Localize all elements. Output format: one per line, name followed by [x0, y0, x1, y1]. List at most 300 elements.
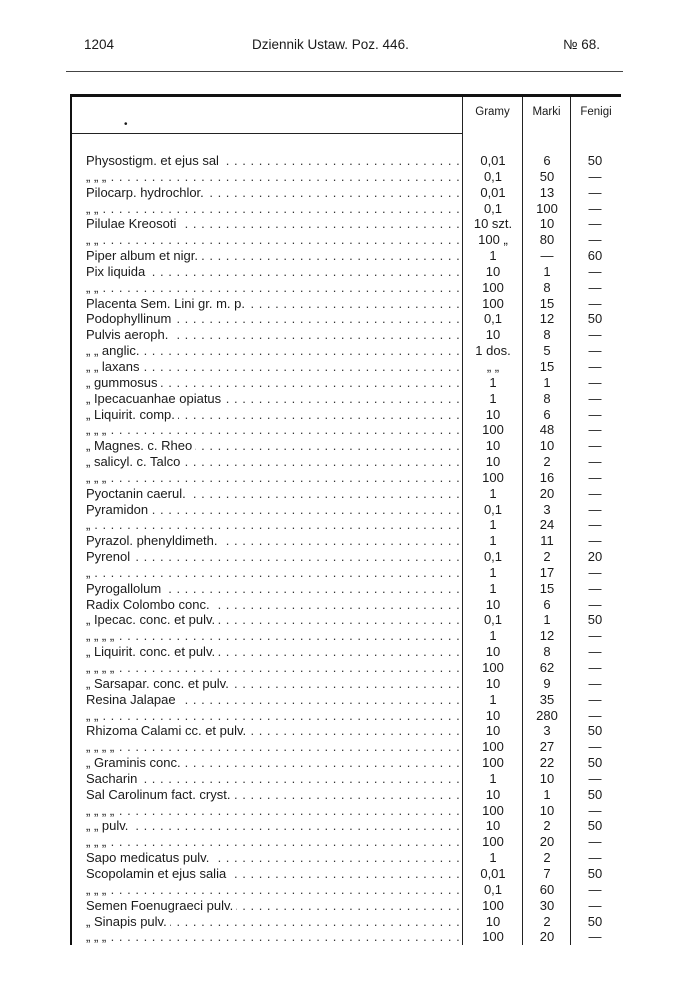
grams-cell: 1 [489, 533, 497, 549]
table-row [72, 549, 623, 565]
table-row [72, 280, 623, 296]
row-label: „ „ „ [86, 882, 109, 897]
row-label: Sal Carolinum fact. cryst. [86, 787, 234, 802]
table-row [72, 296, 623, 312]
row-label: „ salicyl. c. Talco [86, 454, 183, 469]
pfennig-cell: — [588, 279, 602, 295]
table-row [72, 407, 623, 423]
pfennig-cell: — [588, 850, 602, 866]
pfennig-cell: — [588, 739, 602, 755]
grams-cell: 0,1 [483, 168, 503, 184]
table-row [72, 771, 623, 787]
marks-cell: 1 [543, 374, 551, 390]
marks-cell: 17 [539, 564, 555, 580]
marks-cell: 1 [543, 612, 551, 628]
row-label: Radix Colombo conc. [86, 597, 213, 612]
row-label: „ „ [86, 232, 101, 247]
row-name [86, 882, 460, 898]
row-name [86, 929, 460, 945]
table-row [72, 438, 623, 454]
row-label: „ [86, 565, 93, 580]
grams-cell: 10 [485, 818, 501, 834]
marks-cell: 15 [539, 358, 555, 374]
row-label: „ Magnes. c. Rheo [86, 438, 195, 453]
marks-cell: 10 [539, 802, 555, 818]
page-number: 1204 [84, 37, 115, 52]
row-name [86, 343, 460, 359]
table-row [72, 264, 623, 280]
grams-cell: 1 [489, 580, 497, 596]
marks-cell: 24 [539, 517, 555, 533]
row-name [86, 644, 460, 660]
grams-cell: 10 szt. [473, 216, 513, 232]
pfennig-cell: — [588, 295, 602, 311]
price-table [70, 97, 623, 945]
row-label: Pyrazol. phenyldimeth. [86, 533, 221, 548]
row-name [86, 739, 460, 755]
grams-cell: 1 [489, 248, 497, 264]
row-name [86, 692, 460, 708]
marks-cell: 11 [540, 533, 554, 549]
marks-cell: 2 [543, 454, 551, 470]
row-label: Sacharin [86, 771, 140, 786]
table-row [72, 866, 623, 882]
grams-cell: 1 [489, 850, 497, 866]
table-row [72, 375, 623, 391]
pfennig-cell: — [588, 660, 602, 675]
pfennig-cell: 50 [587, 786, 603, 802]
mark: • [124, 119, 128, 130]
grams-cell: 100 [482, 802, 504, 818]
pfennig-cell: — [588, 533, 602, 549]
row-label: Pix liquida [86, 264, 148, 279]
row-name [86, 549, 460, 565]
pfennig-cell: — [588, 454, 602, 470]
row-label: „ „ „ [86, 169, 109, 184]
row-label: Pyramidon [86, 502, 151, 517]
grams-cell: 100 [482, 739, 504, 755]
row-label: „ Graminis conc. [86, 755, 184, 770]
pfennig-cell: — [588, 485, 602, 501]
pfennig-cell: 50 [587, 818, 603, 834]
pfennig-cell: — [588, 675, 602, 691]
table-row [72, 201, 623, 217]
row-label: Podophyllinum [86, 311, 174, 326]
pfennig-cell: 50 [587, 311, 603, 327]
grams-cell: 10 [485, 406, 501, 422]
row-label: Placenta Sem. Lini gr. m. p. [86, 296, 248, 311]
table-row [72, 248, 623, 264]
row-label: Semen Foenugraeci pulv. [86, 898, 236, 913]
pfennig-cell: 20 [587, 549, 603, 565]
grams-cell: 0,1 [483, 501, 503, 517]
pfennig-cell: — [588, 580, 602, 596]
marks-cell: 6 [543, 153, 551, 168]
pfennig-cell: — [588, 216, 602, 232]
header-rule [66, 71, 623, 72]
table-row [72, 185, 623, 201]
grams-cell: 100 [482, 469, 504, 485]
row-name [86, 391, 460, 407]
grams-cell: „ „ [486, 358, 500, 374]
row-label: „ „ „ „ [86, 628, 117, 643]
row-name [86, 565, 460, 581]
marks-cell: 80 [539, 232, 555, 248]
marks-cell: 8 [543, 327, 551, 343]
row-label: „ „ „ „ [86, 739, 117, 754]
row-label: „ Liquirit. conc. et pulv. [86, 644, 218, 659]
marks-cell: 22 [539, 755, 555, 771]
row-name [86, 755, 460, 771]
row-label: Pilulae Kreosoti [86, 216, 179, 231]
row-name [86, 517, 460, 533]
grams-cell: 0,01 [480, 865, 506, 881]
row-label: Piper album et nigr. [86, 248, 201, 263]
marks-cell: 12 [539, 311, 555, 327]
table-row [72, 454, 623, 470]
row-name [86, 422, 460, 438]
row-name [86, 787, 460, 803]
marks-cell: 6 [543, 406, 551, 422]
row-name [86, 660, 460, 676]
row-label: „ „ anglic. [86, 343, 142, 358]
grams-cell: 100 [482, 897, 504, 913]
row-name [86, 834, 460, 850]
pfennig-cell: — [588, 802, 602, 818]
row-label: Pyrenol [86, 549, 133, 564]
pfennig-cell: — [588, 596, 602, 612]
pfennig-cell: — [588, 232, 602, 248]
row-label: „ Sinapis pulv. [86, 914, 170, 929]
marks-cell: 7 [543, 865, 551, 881]
pfennig-cell: 60 [587, 248, 603, 264]
row-name [86, 533, 460, 549]
pfennig-cell: — [588, 343, 602, 359]
grams-cell: 0,01 [480, 184, 506, 200]
row-name [86, 708, 460, 724]
grams-cell: 10 [485, 454, 501, 470]
row-name [86, 264, 460, 280]
grams-cell: 0,1 [483, 549, 503, 565]
pfennig-cell: — [588, 263, 602, 279]
marks-cell: 3 [543, 723, 551, 739]
table-row [72, 644, 623, 660]
grams-cell: 0,1 [483, 881, 503, 897]
marks-cell: 9 [543, 675, 551, 691]
pfennig-cell: — [588, 517, 602, 533]
row-label: „ [86, 517, 93, 532]
pfennig-cell: — [588, 897, 602, 913]
row-label: Pyrogallolum [86, 581, 164, 596]
row-label: „ Ipecacuanhae opiatus [86, 391, 224, 406]
pfennig-cell: — [588, 707, 602, 723]
row-label: „ „ „ „ [86, 803, 117, 818]
table-row [72, 914, 623, 930]
pfennig-cell: — [588, 770, 602, 786]
table-row [72, 565, 623, 581]
pfennig-cell: — [588, 358, 602, 374]
marks-cell: 35 [539, 691, 555, 707]
pfennig-cell: — [588, 390, 602, 406]
pfennig-cell: — [588, 200, 602, 216]
table-row [72, 169, 623, 185]
page-header [0, 37, 689, 59]
marks-cell: 10 [539, 216, 555, 232]
marks-cell: 2 [543, 850, 551, 866]
pfennig-cell: — [588, 168, 602, 184]
marks-cell: 20 [539, 834, 555, 850]
column-header-marki: Marki [532, 106, 561, 118]
table-row [72, 391, 623, 407]
row-name [86, 185, 460, 201]
marks-cell: 280 [536, 707, 558, 723]
table-row [72, 755, 623, 771]
marks-cell: 13 [539, 184, 555, 200]
marks-cell: 50 [539, 168, 555, 184]
pfennig-cell: — [588, 374, 602, 390]
grams-cell: 10 [485, 913, 501, 929]
row-label: „ „ „ „ [86, 660, 117, 675]
table-row [72, 898, 623, 914]
pfennig-cell: — [588, 422, 602, 438]
grams-cell: 10 [485, 707, 501, 723]
row-name [86, 803, 460, 819]
table-row [72, 692, 623, 708]
pfennig-cell: — [588, 564, 602, 580]
column-header-gramy: Gramy [475, 106, 510, 118]
marks-cell: 6 [543, 596, 551, 612]
row-label: „ „ [86, 201, 101, 216]
pfennig-cell: — [588, 834, 602, 850]
row-name [86, 296, 460, 312]
grams-cell: 1 [489, 485, 497, 501]
row-name [86, 723, 460, 739]
journal-title: Dziennik Ustaw. Poz. 446. [252, 37, 409, 52]
row-label: „ Ipecac. conc. et pulv. [86, 612, 218, 627]
grams-cell: 0,1 [483, 612, 503, 628]
row-name [86, 248, 460, 264]
marks-cell: 5 [543, 343, 551, 359]
pfennig-cell: 50 [587, 612, 603, 628]
grams-cell: 1 [489, 628, 497, 644]
grams-cell: 100 [482, 422, 504, 438]
grams-cell: 100 [482, 929, 504, 945]
grams-cell: 0,1 [483, 311, 503, 327]
marks-cell: 3 [543, 501, 551, 517]
grams-cell: 1 dos. [475, 343, 511, 359]
grams-cell: 100 [482, 755, 504, 771]
row-name [86, 232, 460, 248]
issue-number: № 68. [563, 37, 600, 52]
marks-cell: 20 [539, 485, 555, 501]
marks-cell: 27 [539, 739, 555, 755]
marks-cell: 10 [539, 770, 555, 786]
table-row [72, 502, 623, 518]
table-row [72, 803, 623, 819]
row-name [86, 581, 460, 597]
table-row [72, 739, 623, 755]
row-name [86, 216, 460, 232]
row-name [86, 597, 460, 613]
pfennig-cell: — [588, 184, 602, 200]
grams-cell: 10 [485, 675, 501, 691]
grams-cell: 10 [485, 723, 501, 739]
marks-cell: 48 [539, 422, 555, 438]
row-label: Physostigm. et ejus sal [86, 153, 222, 168]
row-name [86, 771, 460, 787]
table-row [72, 818, 623, 834]
column-header-fenigi: Fenigi [580, 106, 612, 118]
row-name [86, 327, 460, 343]
grams-cell: 0,1 [483, 200, 503, 216]
marks-cell: 2 [543, 549, 551, 565]
row-label: „ Sarsapar. conc. et pulv. [86, 676, 232, 691]
table-row [72, 787, 623, 803]
row-label: „ „ [86, 708, 101, 723]
grams-cell: 10 [485, 596, 501, 612]
row-label: „ „ pulv. [86, 818, 131, 833]
marks-cell: 30 [539, 897, 555, 913]
table-row [72, 660, 623, 676]
table-row [72, 850, 623, 866]
row-name [86, 375, 460, 391]
row-label: „ „ „ [86, 834, 109, 849]
pfennig-cell: — [588, 327, 602, 343]
row-name [86, 153, 460, 169]
table-row [72, 533, 623, 549]
row-name [86, 486, 460, 502]
row-name [86, 628, 460, 644]
row-label: Pilocarp. hydrochlor. [86, 185, 207, 200]
row-label: Pulvis aeroph. [86, 327, 171, 342]
marks-cell: 1 [543, 263, 551, 279]
row-name [86, 438, 460, 454]
pfennig-cell: — [588, 644, 602, 660]
grams-cell: 10 [485, 644, 501, 660]
row-label: „ „ laxans [86, 359, 142, 374]
grams-cell: 10 [485, 327, 501, 343]
marks-cell: 62 [539, 660, 555, 675]
grams-cell: 1 [489, 770, 497, 786]
grams-cell: 1 [489, 691, 497, 707]
grams-cell: 1 [489, 564, 497, 580]
table-row [72, 581, 623, 597]
row-name [86, 470, 460, 486]
row-label: „ „ „ [86, 470, 109, 485]
grams-cell: 100 [482, 834, 504, 850]
marks-cell: 15 [539, 295, 555, 311]
table-row [72, 486, 623, 502]
row-name [86, 359, 460, 375]
pfennig-cell: — [588, 929, 602, 945]
row-name [86, 612, 460, 628]
grams-cell: 100 [482, 279, 504, 295]
marks-cell: 100 [536, 200, 558, 216]
table-row [72, 422, 623, 438]
row-name [86, 407, 460, 423]
marks-cell: 15 [539, 580, 555, 596]
marks-cell: 2 [543, 913, 551, 929]
row-label: Resina Jalapae [86, 692, 179, 707]
marks-cell: 10 [539, 438, 555, 454]
marks-cell: 16 [539, 469, 555, 485]
table-row [72, 929, 623, 945]
table-row [72, 708, 623, 724]
pfennig-cell: — [588, 501, 602, 517]
grams-cell: 10 [485, 263, 501, 279]
row-label: „ gummosus [86, 375, 161, 390]
grams-cell: 1 [489, 374, 497, 390]
row-name [86, 914, 460, 930]
table-row [72, 311, 623, 327]
grams-cell: 10 [485, 786, 501, 802]
row-name [86, 454, 460, 470]
row-name [86, 676, 460, 692]
pfennig-cell: — [588, 691, 602, 707]
row-name [86, 280, 460, 296]
row-label: „ „ „ [86, 929, 109, 944]
table-row [72, 597, 623, 613]
table-row [72, 676, 623, 692]
table-row [72, 327, 623, 343]
row-label: Sapo medicatus pulv. [86, 850, 212, 865]
row-name [86, 850, 460, 866]
table-body [72, 153, 623, 945]
grams-cell: 1 [489, 390, 497, 406]
row-name [86, 201, 460, 217]
pfennig-cell: — [588, 406, 602, 422]
marks-cell: 60 [539, 881, 555, 897]
pfennig-cell: 50 [587, 153, 603, 168]
grams-cell: 0,01 [480, 153, 506, 168]
table-row [72, 359, 623, 375]
row-name [86, 311, 460, 327]
table-row [72, 470, 623, 486]
row-name [86, 169, 460, 185]
row-name [86, 818, 460, 834]
row-name [86, 502, 460, 518]
row-name [86, 866, 460, 882]
row-label: Rhizoma Calami cc. et pulv. [86, 723, 249, 738]
table-row [72, 343, 623, 359]
marks-cell: 8 [543, 644, 551, 660]
row-name [86, 898, 460, 914]
table-row [72, 153, 623, 169]
table-row [72, 517, 623, 533]
pfennig-cell: 50 [587, 723, 603, 739]
marks-cell: — [540, 248, 554, 264]
pfennig-cell: 50 [587, 913, 603, 929]
marks-cell: 20 [539, 929, 555, 945]
table-row [72, 723, 623, 739]
pfennig-cell: — [588, 438, 602, 454]
header-underline [72, 133, 462, 134]
marks-cell: 12 [539, 628, 555, 644]
pfennig-cell: — [588, 628, 602, 644]
table-row [72, 232, 623, 248]
table-row [72, 612, 623, 628]
pfennig-cell: 50 [587, 865, 603, 881]
marks-cell: 2 [543, 818, 551, 834]
grams-cell: 1 [489, 517, 497, 533]
pfennig-cell: — [588, 469, 602, 485]
row-label: Pyoctanin caerul. [86, 486, 189, 501]
grams-cell: 10 [485, 438, 501, 454]
row-label: „ „ „ [86, 422, 109, 437]
table-row [72, 834, 623, 850]
row-label: „ „ [86, 280, 101, 295]
grams-cell: 100 [482, 660, 504, 675]
